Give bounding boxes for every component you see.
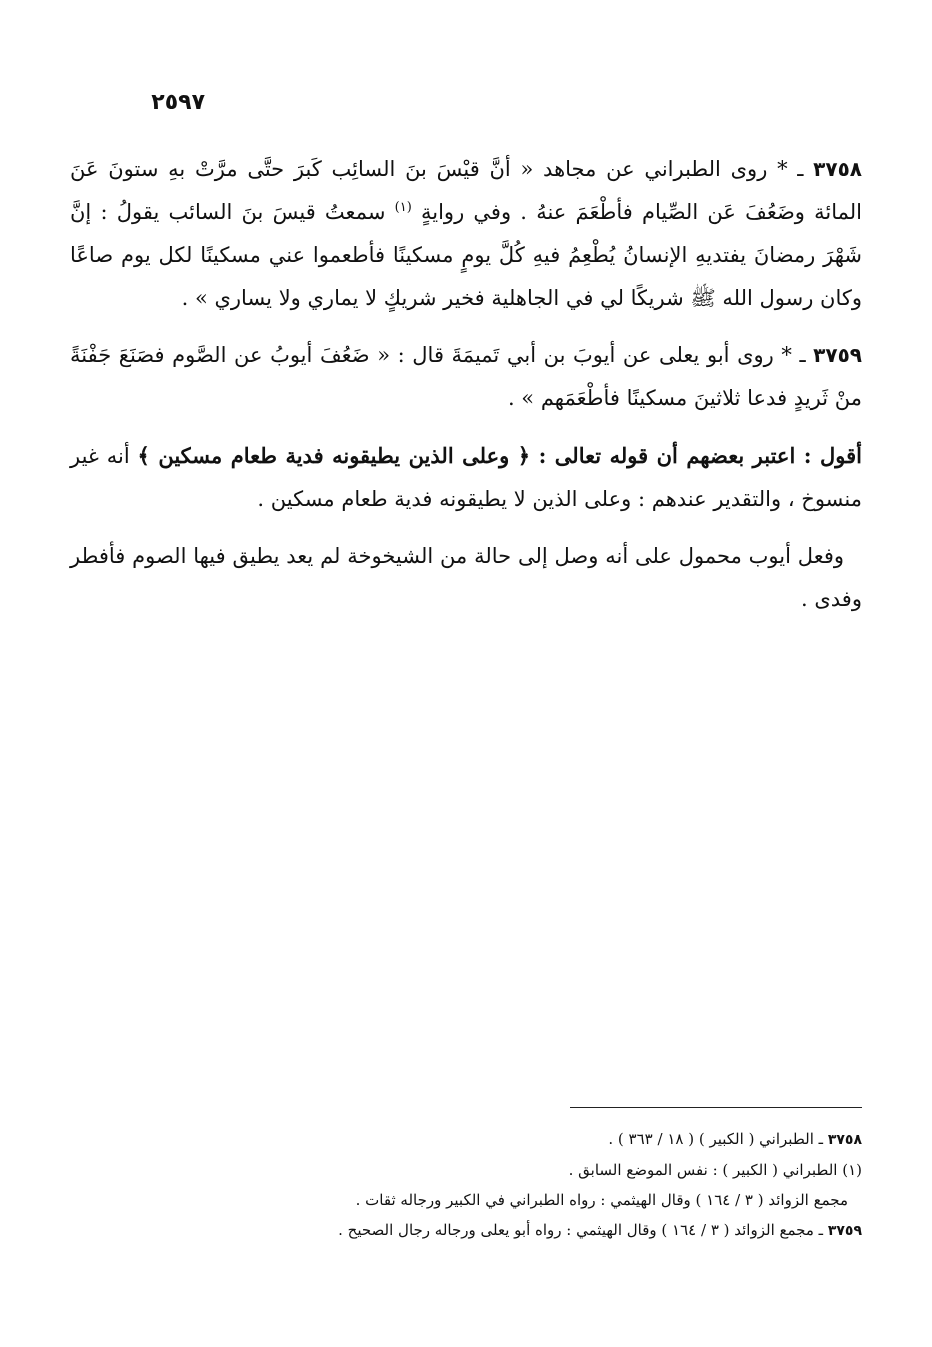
commentary-intro: أقول : اعتبر بعضهم أن قوله تعالى : (530, 443, 862, 468)
hadith-3759 (70, 334, 862, 420)
footnotes (70, 1124, 862, 1246)
riwaya-quote: سمعتُ قيسَ بنَ السائب يقولُ : إنَّ شَهْرَ رمضانَ يفتديهِ الإنسانُ يُطْعِمُ فيهِ كُلَّ يومٍ مسكينًا فأطعموا عني مسكينًا لكل يوم صاعًا وكان رسول الله ﷺ شريكًا لي في الجاهلية فخير شريكٍ لا يماري ولا يساري » . (70, 200, 862, 310)
footnote-text: ـ الطبراني ( الكبير ) ( ١٨ / ٣٦٣ ) . (608, 1130, 828, 1148)
footnote-item (70, 1185, 862, 1215)
commentary-paragraph (70, 434, 862, 521)
footnote-text: (١) الطبراني ( الكبير ) : نفس الموضع السابق . (568, 1161, 862, 1179)
main-text (70, 148, 862, 635)
hadith-number: ٣٧٥٩ (813, 343, 862, 367)
quranic-verse: ﴿ وعلى الذين يطيقونه فدية طعام مسكين ﴾ (137, 443, 531, 468)
hadith-quote: أنَّ قيْسَ بنَ السائِب كَبرَ حتَّى مرَّتْ بهِ ستونَ عَنَ المائة وضَعُفَ عَن الصِّيام فأطْعَمَ عنهُ (70, 157, 863, 224)
hadith-3758 (70, 148, 862, 320)
footnote-text: ـ مجمع الزوائد ( ٣ / ١٦٤ ) وقال الهيثمي : رواه أبو يعلى ورجاله رجال الصحيح . (338, 1221, 828, 1239)
footnote-item (70, 1124, 862, 1155)
commentary-rest: أنه غير منسوخ ، والتقدير عندهم : وعلى الذين لا يطيقونه فدية طعام مسكين . (70, 444, 862, 511)
footnote-text: مجمع الزوائد ( ٣ / ١٦٤ ) وقال الهيثمي : رواه الطبراني في الكبير ورجاله ثقات . (355, 1191, 848, 1209)
footnote-item (70, 1155, 862, 1185)
hadith-text: روى أبو يعلى عن أيوبَ بن أبي تَميمَةَ قال : « ضَعُفَ أيوبُ عن الصَّوم فصَنَعَ جَفْنَةً منْ ثَريدٍ فدعا ثلاثينَ مسكينًا فأطْعَمَهم » . (70, 343, 862, 410)
riwaya-text: . وفي روايةٍ (411, 200, 537, 224)
hadith-prefix: ـ * (767, 157, 814, 181)
hadith-number: ٣٧٥٨ (813, 157, 862, 181)
narration-intro: روى الطبراني عن مجاهد « (510, 157, 768, 181)
ayyub-note (70, 535, 862, 621)
footnote-divider (570, 1107, 862, 1108)
page-number: ٢٥٩٧ (151, 90, 205, 115)
footnote-number: ٣٧٥٩ (827, 1223, 862, 1239)
footnote-number: ٣٧٥٨ (827, 1132, 862, 1148)
hadith-prefix: ـ * (773, 343, 814, 367)
footnote-marker: (١) (394, 200, 412, 215)
ayyub-note-text: وفعل أيوب محمول على أنه وصل إلى حالة من الشيخوخة لم يعد يطيق فيها الصوم فأفطر وفدى . (70, 544, 862, 611)
footnote-item (70, 1215, 862, 1246)
